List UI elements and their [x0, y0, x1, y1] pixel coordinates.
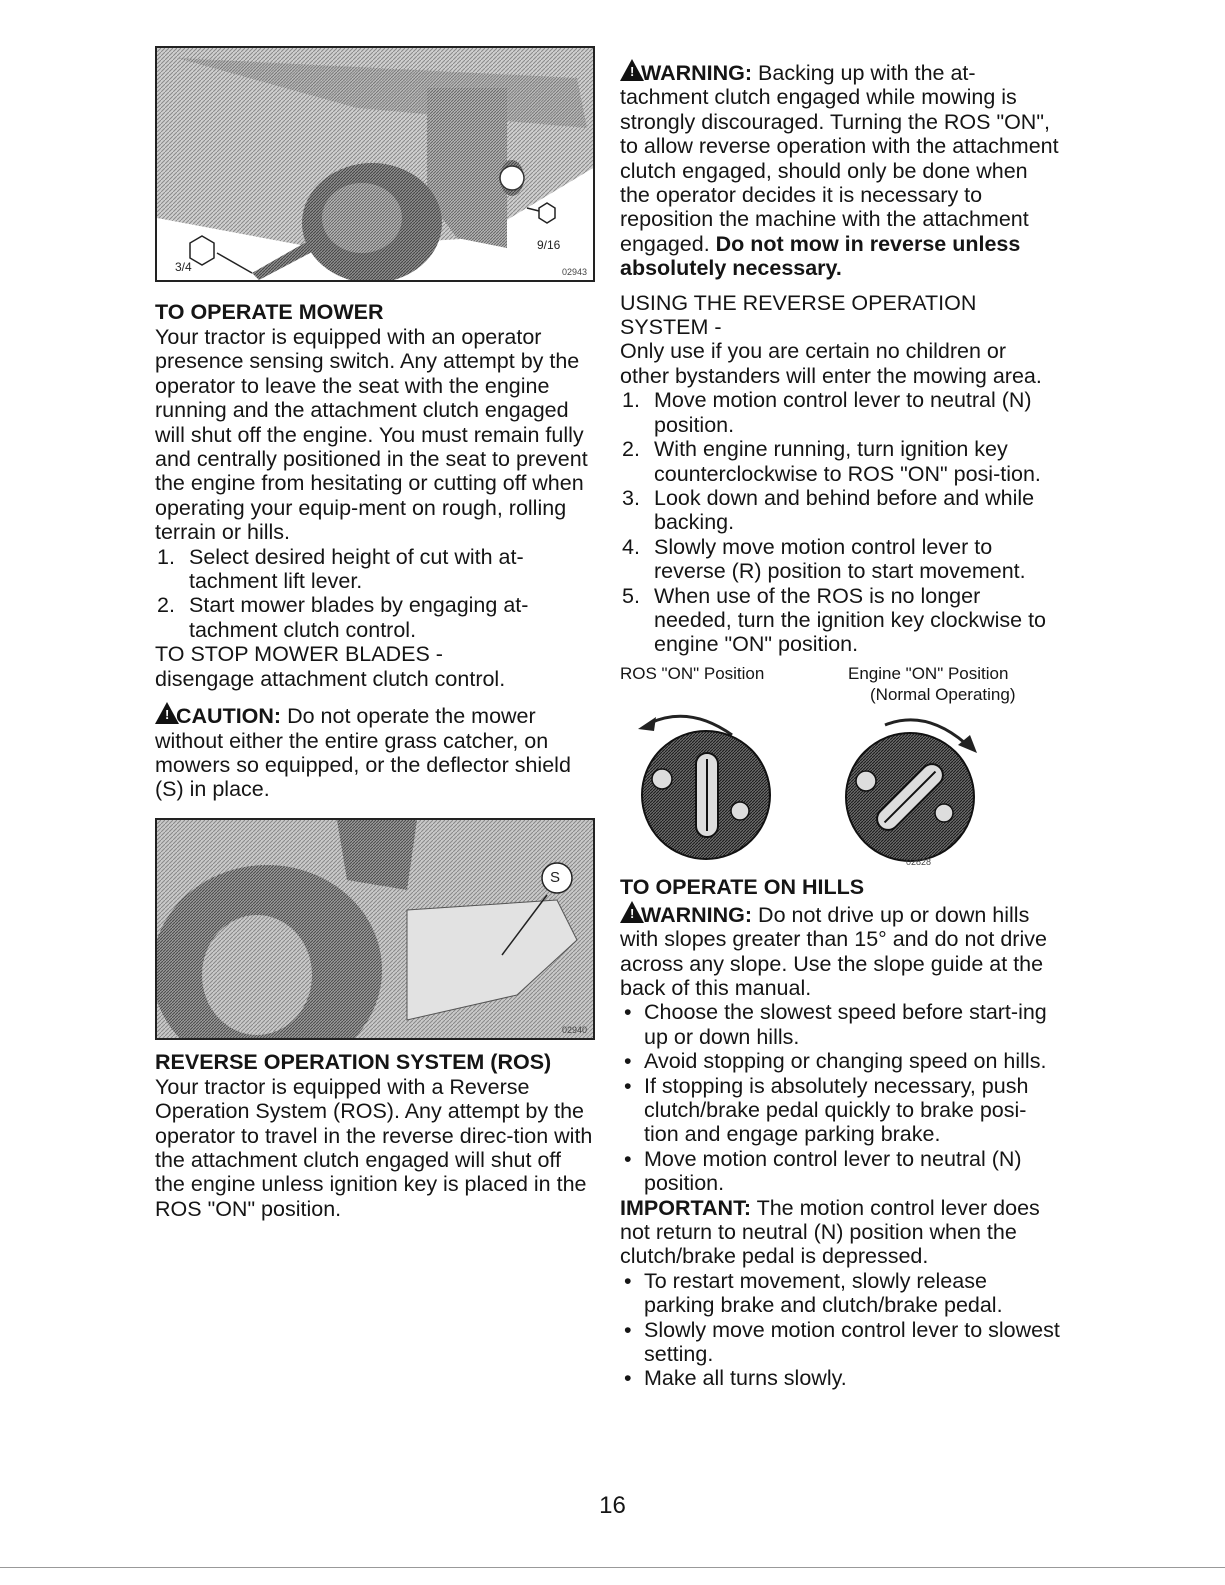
list-item: • Make all turns slowly. — [624, 1366, 847, 1391]
warning-triangle-icon: ! — [155, 702, 179, 724]
caution-label: CAUTION: — [176, 704, 282, 729]
list-item: • Choose the slowest speed before start-ing up or down hills. — [624, 1000, 1047, 1049]
ros-paragraph: Your tractor is equipped with a Reverse Operation System (ROS). Any attempt by the operator to travel in the reverse direc-tion with the attachment clutch engaged will shut off the engine unless ignition key is placed in the ROS "ON" position. — [155, 1074, 593, 1221]
list-item: • If stopping is absolutely necessary, push clutch/brake pedal quickly to brake posi-tion and engage parking brake. — [624, 1073, 1029, 1147]
operate-hills-heading: TO OPERATE ON HILLS — [620, 874, 865, 899]
warning-reverse-paragraph: ! WARNING: Backing up with the at-tachment clutch engaged while mowing is strongly discouraged. Turning the ROS "ON", to allow reverse operation with the attachment clutch engaged, should only be done when the operator decides it is necessary to reposition the machine with the attachment engaged. Do not mow in reverse unless absolutely necessary. — [620, 61, 1059, 281]
stop-blades-text: disengage attachment clutch control. — [155, 666, 506, 691]
bottom-divider — [0, 1567, 1225, 1568]
ros-on-caption: ROS "ON" Position — [620, 663, 765, 683]
list-item: • Avoid stopping or changing speed on hills. — [624, 1049, 1047, 1074]
warning-triangle-icon: ! — [620, 901, 644, 923]
figure-number: 02828 — [906, 856, 932, 867]
caution-paragraph: ! CAUTION: Do not operate the mower without either the entire grass catcher, on mowers so equipped, or the deflector shield (S) in place. — [155, 704, 571, 802]
list-item: 2. With engine running, turn ignition key counterclockwise to ROS "ON" posi-tion. — [622, 437, 1041, 486]
warning-label: WARNING: — [641, 61, 753, 85]
ignition-switch-illustration — [620, 707, 1060, 875]
list-item: • Move motion control lever to neutral (N) position. — [624, 1146, 1022, 1196]
ros-on-key-icon — [638, 716, 770, 859]
wrench-size-small-label: 3/4 — [175, 260, 192, 274]
blade-adapter-figure — [155, 46, 595, 282]
hills-bullets — [620, 1000, 1060, 1195]
using-ros-paragraph: Only use if you are certain no children or other bystanders will enter the mowing area. — [620, 339, 1042, 388]
deflector-shield-figure — [155, 818, 595, 1040]
left-column — [155, 46, 595, 1221]
list-item: • To restart movement, slowly release parking brake and clutch/brake pedal. — [624, 1268, 1003, 1318]
warning-label: WARNING: — [641, 902, 753, 927]
page-number: 16 — [599, 1492, 626, 1519]
ignition-key-figure — [620, 707, 1060, 875]
list-item: 3. Look down and behind before and while backing. — [622, 485, 1035, 535]
figure-number: 02943 — [561, 267, 587, 277]
list-item: 5. When use of the ROS is no longer needed, turn the ignition key clockwise to engine "ON" position. — [622, 583, 1047, 657]
restart-bullets — [620, 1269, 1060, 1391]
ignition-key-captions — [620, 663, 1060, 707]
operate-mower-heading: TO OPERATE MOWER — [155, 300, 384, 324]
important-paragraph: IMPORTANT: The motion control lever does not return to neutral (N) position when the clutch/brake pedal is depressed. — [620, 1195, 1040, 1269]
using-ros-heading: USING THE REVERSE OPERATION SYSTEM - — [620, 290, 977, 340]
warning-triangle-icon: ! — [620, 59, 644, 81]
list-item: • Slowly move motion control lever to slowest setting. — [624, 1317, 1060, 1367]
operate-mower-steps — [155, 545, 595, 643]
stop-blades-heading: TO STOP MOWER BLADES - — [155, 642, 443, 667]
list-item: 1. Select desired height of cut with at-tachment lift lever. — [157, 544, 524, 594]
deflector-shield-illustration — [157, 820, 593, 1038]
warning-hills-paragraph: ! WARNING: Do not drive up or down hills with slopes greater than 15° and do not drive across any slope. Use the slope guide at the back of this manual. — [620, 902, 1047, 1000]
operate-mower-paragraph: Your tractor is equipped with an operator presence sensing switch. Any attempt by the operator to leave the seat with the engine running and the attachment clutch engaged will shut off the engine. You must remain fully and centrally positioned in the seat to prevent the engine from hesitating or cutting off when operating your equip-ment on rough, rolling terrain or hills. — [155, 325, 588, 545]
deflector-shield-label: S — [550, 868, 561, 886]
right-column — [620, 58, 1060, 1391]
using-ros-steps — [620, 388, 1060, 656]
list-item: 2. Start mower blades by engaging at-tachment clutch control. — [157, 593, 529, 642]
ros-heading: REVERSE OPERATION SYSTEM (ROS) — [155, 1049, 552, 1074]
engine-on-key-icon — [846, 720, 977, 861]
blade-adapter-illustration — [157, 48, 593, 280]
engine-on-caption: Engine "ON" Position — [848, 663, 1009, 683]
wrench-size-large-label: 9/16 — [537, 238, 561, 252]
important-label: IMPORTANT: — [620, 1195, 751, 1220]
figure-number: 02940 — [561, 1024, 587, 1035]
list-item: 1. Move motion control lever to neutral (N) position. — [622, 388, 1032, 437]
list-item: 4. Slowly move motion control lever to reverse (R) position to start movement. — [622, 534, 1026, 584]
engine-on-subcaption: (Normal Operating) — [870, 684, 1016, 704]
